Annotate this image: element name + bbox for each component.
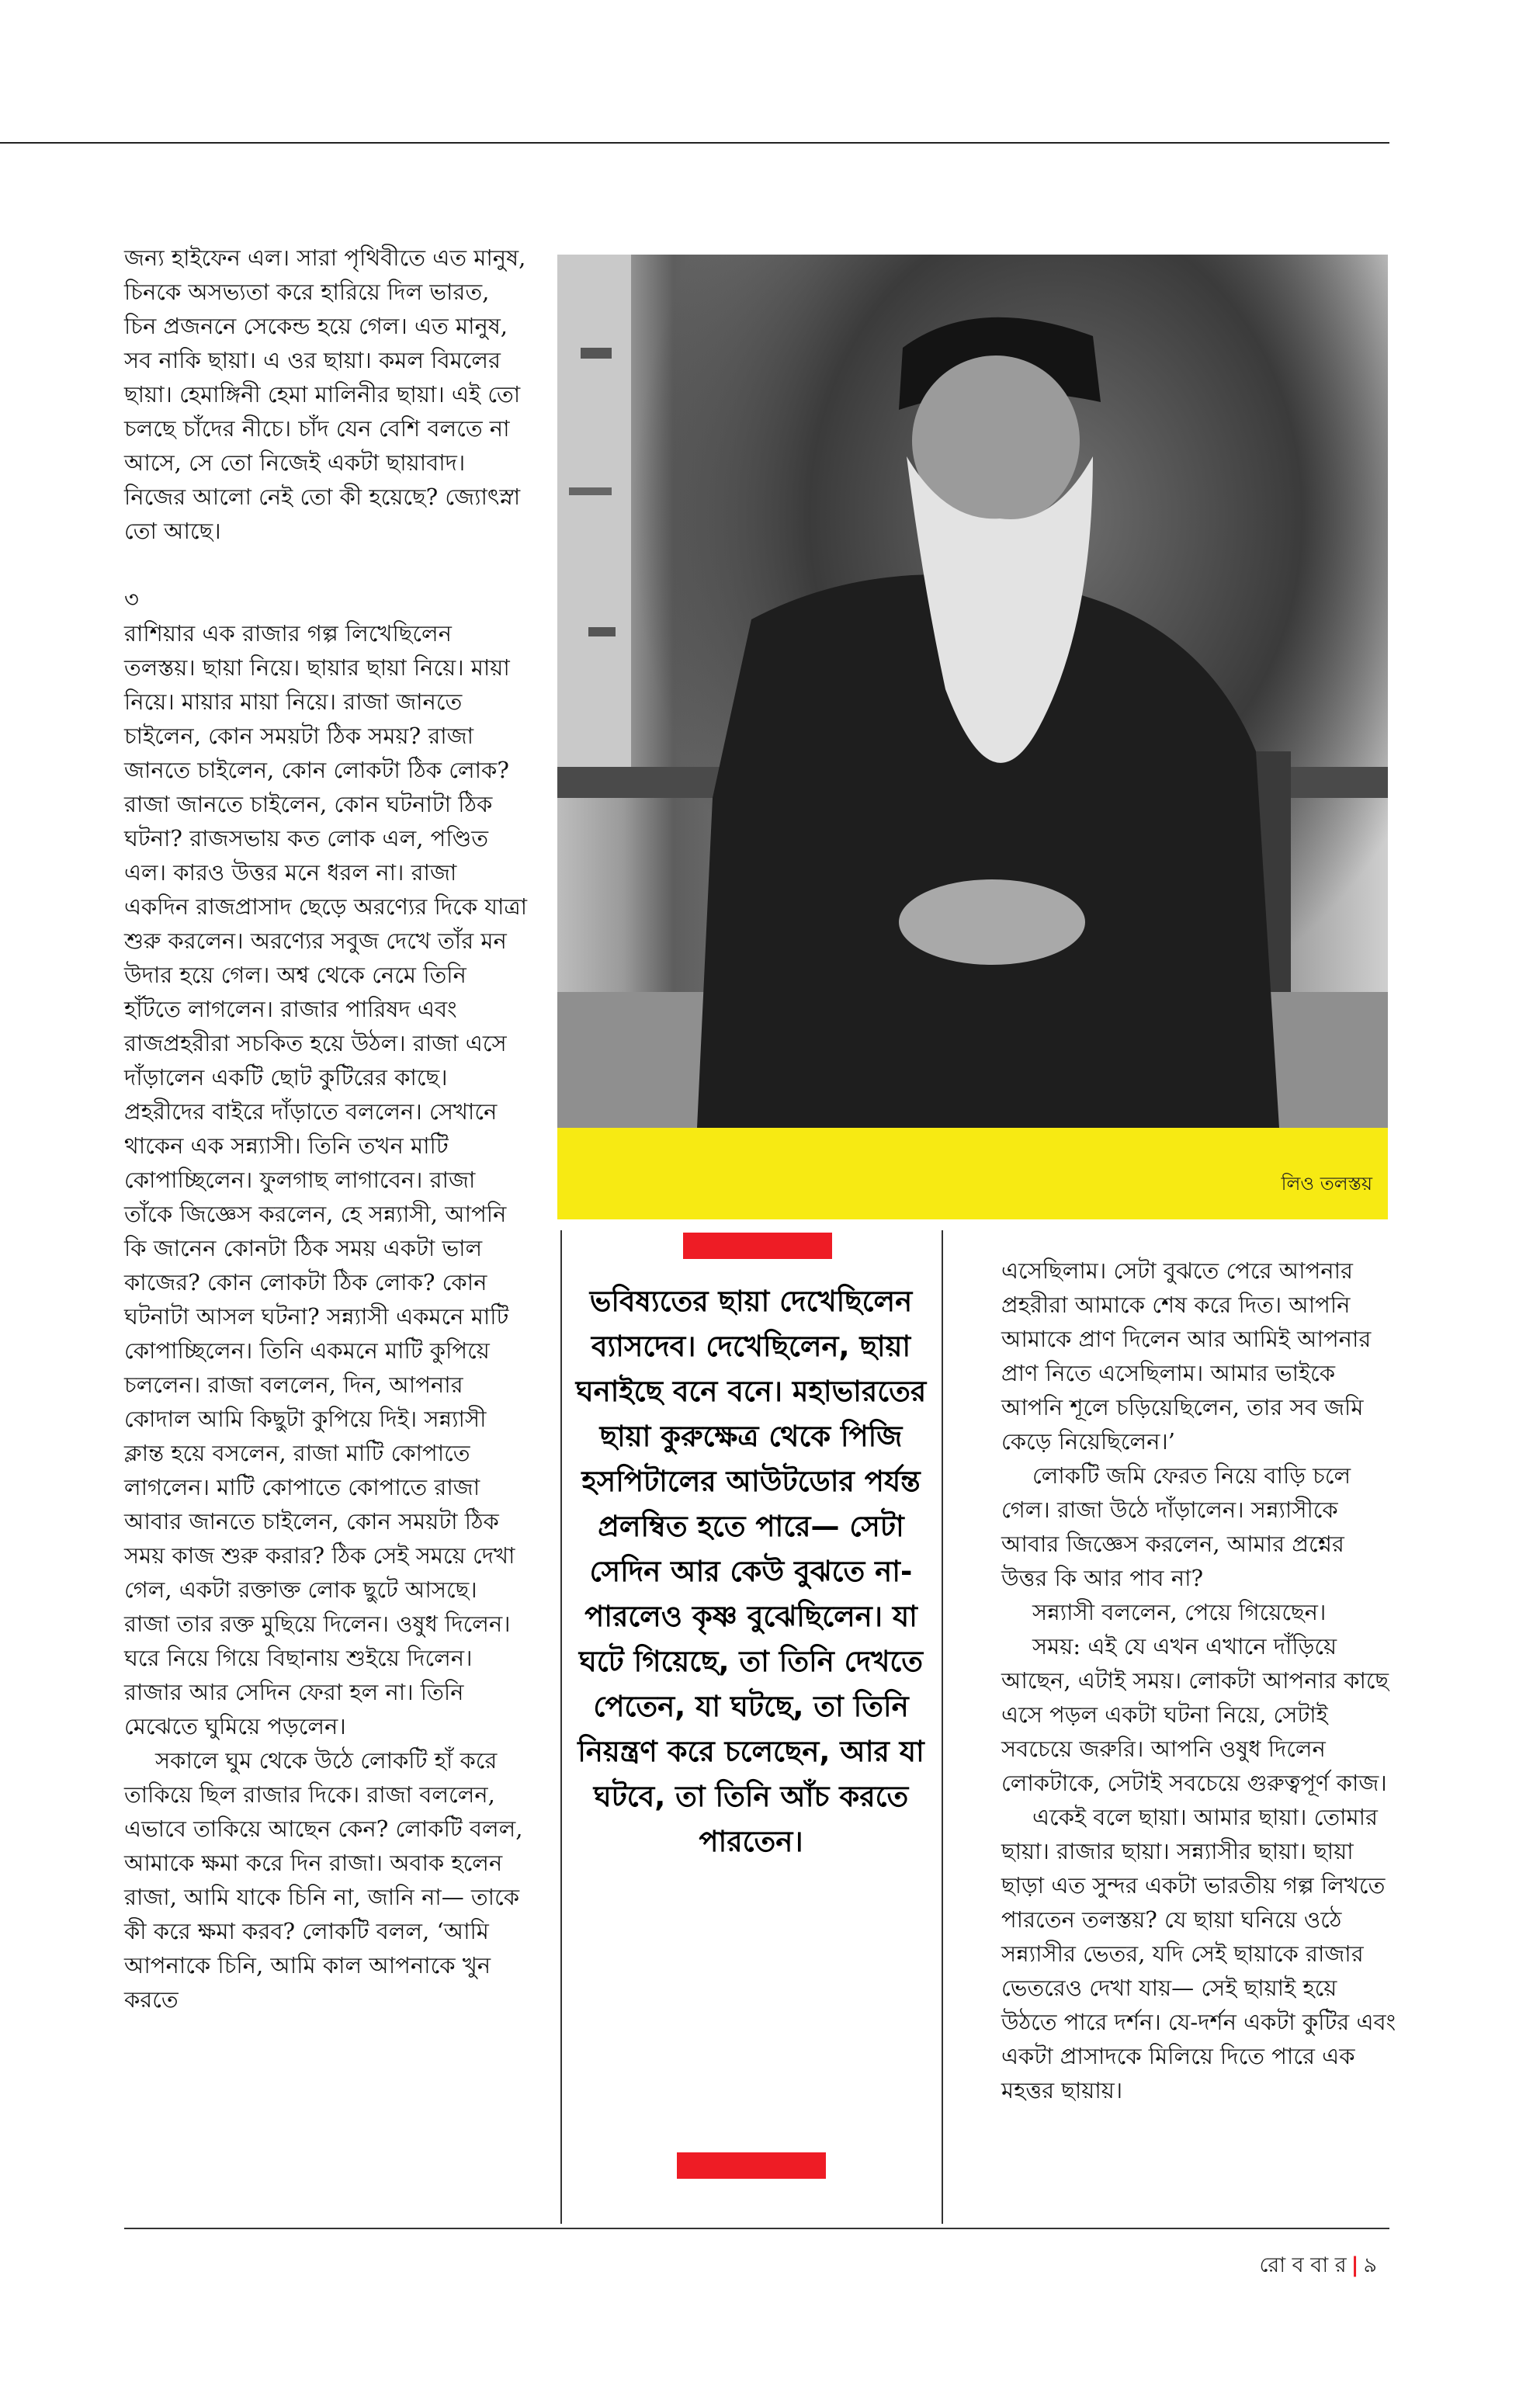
magazine-name: রো ব বা র: [1259, 2253, 1347, 2277]
pullquote-top-bar: [683, 1233, 832, 1259]
section-number: ৩: [124, 586, 139, 612]
column-divider-right: [942, 1230, 943, 2224]
tolstoy-portrait-photo: [557, 255, 1388, 1128]
birch-trunk: [557, 255, 631, 798]
pull-quote: ভবিষ্যতের ছায়া দেখেছিলেন ব্যাসদেব। দেখেছিলেন, ছায়া ঘনাইছে বনে বনে। মহাভারতের ছায়া কুরুক্ষেত্র থেকে পিজি হসপিটালের আউটডোর পর্যন্ত প্রলম্বিত হতে পারে— সেটা সেদিন আর কেউ বুঝতে না-পারলেও কৃষ্ণ বুঝেছিলেন। যা ঘটে গিয়েছে, তা তিনি দেখতে পেতেন, যা ঘটছে, তা তিনি নিয়ন্ত্রণ করে চলেছেন, আর যা ঘটবে, তা তিনি আঁচ করতে পারতেন।: [575, 1285, 927, 1858]
clasped-hands: [899, 879, 1085, 965]
folio-separator: |: [1351, 2253, 1359, 2277]
right-paragraph-4: সময়: এই যে এখন এখানে দাঁড়িয়ে আছেন, এটাই সময়। লোকটা আপনার কাছে এসে পড়ল একটা ঘটনা নিয়ে, সেটাই সবচেয়ে জরুরি। আপনি ওষুধ দিলেন লোকটাকে, সেটাই সবচেয়ে গুরুত্বপূর্ণ কাজ।: [1001, 1633, 1389, 1796]
portrait-illustration: [557, 255, 1388, 1128]
photo-caption: লিও তলস্তয়: [1281, 1173, 1372, 1195]
column-divider-left: [560, 1230, 562, 2224]
left-paragraph-2: রাশিয়ার এক রাজার গল্প লিখেছিলেন তলস্তয়। ছায়া নিয়ে। ছায়ার ছায়া নিয়ে। মায়া নিয়ে। মায়ার মায়া নিয়ে। রাজা জানতে চাইলেন, কোন সময়টা ঠিক সময়? রাজা জানতে চাইলেন, কোন লোকটা ঠিক লোক? রাজা জানতে চাইলেন, কোন ঘটনাটা ঠিক ঘটনা? রাজসভায় কত লোক এল, পণ্ডিত এল। কারও উত্তর মনে ধরল না। রাজা একদিন রাজপ্রাসাদ ছেড়ে অরণ্যের দিকে যাত্রা শুরু করলেন। অরণ্যের সবুজ দেখে তাঁর মন উদার হয়ে গেল। অশ্ব থেকে নেমে তিনি হাঁটতে লাগলেন। রাজার পারিষদ এবং রাজপ্রহরীরা সচকিত হয়ে উঠল। রাজা এসে দাঁড়ালেন একটি ছোট কুটিরের কাছে। প্রহরীদের বাইরে দাঁড়াতে বললেন। সেখানে থাকেন এক সন্ন্যাসী। তিনি তখন মাটি কোপাচ্ছিলেন। ফুলগাছ লাগাবেন। রাজা তাঁকে জিজ্ঞেস করলেন, হে সন্ন্যাসী, আপনি কি জানেন কোনটা ঠিক সময় একটা ভাল কাজের? কোন লোকটা ঠিক লোক? কোন ঘটনাটা আসল ঘটনা? সন্ন্যাসী একমনে মাটি কোপাচ্ছিলেন। তিনি একমনে মাটি কুপিয়ে চললেন। রাজা বললেন, দিন, আপনার কোদাল আমি কিছুটা কুপিয়ে দিই। সন্ন্যাসী ক্লান্ত হয়ে বসলেন, রাজা মাটি কোপাতে লাগলেন। মাটি কোপাতে কোপাতে রাজা আবার জানতে চাইলেন, কোন সময়টা ঠিক সময় কাজ শুরু করার? ঠিক সেই সময়ে দেখা গেল, একটা রক্তাক্ত লোক ছুটে আসছে। রাজা তার রক্ত মুছিয়ে দিলেন। ওষুধ দিলেন। ঘরে নিয়ে গিয়ে বিছানায় শুইয়ে দিলেন। রাজার আর সেদিন ফেরা হল না। তিনি মেঝেতে ঘুমিয়ে পড়লেন।: [124, 620, 528, 1739]
left-paragraph-1: জন্য হাইফেন এল। সারা পৃথিবীতে এত মানুষ, চিনকে অসভ্যতা করে হারিয়ে দিল ভারত, চিন প্রজননে সেকেন্ড হয়ে গেল। এত মানুষ, সব নাকি ছায়া। এ ওর ছায়া। কমল বিমলের ছায়া। হেমাঙ্গিনী হেমা মালিনীর ছায়া। এই তো চলছে চাঁদের নীচে। চাঁদ যেন বেশি বলতে না আসে, সে তো নিজেই একটা ছায়াবাদ। নিজের আলো নেই তো কী হয়েছে? জ্যোৎস্না তো আছে।: [124, 245, 526, 544]
left-paragraph-3: সকালে ঘুম থেকে উঠে লোকটি হাঁ করে তাকিয়ে ছিল রাজার দিকে। রাজা বললেন, এভাবে তাকিয়ে আছেন কেন? লোকটি বলল, আমাকে ক্ষমা করে দিন রাজা। অবাক হলেন রাজা, আমি যাকে চিনি না, জানি না— তাকে কী করে ক্ষমা করব? লোকটি বলল, ‘আমি আপনাকে চিনি, আমি কাল আপনাকে খুন করতে: [124, 1747, 523, 2013]
right-column: [1001, 1254, 1397, 2107]
caption-bar: [557, 1128, 1388, 1219]
page-number: ৯: [1363, 2253, 1377, 2277]
page-folio: [1259, 2249, 1377, 2284]
right-paragraph-3: সন্ন্যাসী বললেন, পেয়ে গিয়েছেন।: [1032, 1599, 1327, 1625]
right-paragraph-1: এসেছিলাম। সেটা বুঝতে পেরে আপনার প্রহরীরা আমাকে শেষ করে দিত। আপনি আমাকে প্রাণ দিলেন আর আমিই আপনার প্রাণ নিতে এসেছিলাম। আমার ভাইকে আপনি শূলে চড়িয়েছিলেন, তার সব জমি কেড়ে নিয়েছিলেন।’: [1001, 1257, 1372, 1455]
pullquote-bottom-bar: [677, 2152, 826, 2179]
bottom-rule: [124, 2228, 1389, 2229]
top-rule: [0, 142, 1389, 144]
right-paragraph-2: লোকটি জমি ফেরত নিয়ে বাড়ি চলে গেল। রাজা উঠে দাঁড়ালেন। সন্ন্যাসীকে আবার জিজ্ঞেস করলেন, আমার প্রশ্নের উত্তর কি আর পাব না?: [1001, 1462, 1351, 1591]
left-column: [124, 241, 528, 2017]
right-paragraph-5: একেই বলে ছায়া। আমার ছায়া। তোমার ছায়া। রাজার ছায়া। সন্ন্যাসীর ছায়া। ছায়া ছাড়া এত সুন্দর একটা ভারতীয় গল্প লিখতে পারতেন তলস্তয়? যে ছায়া ঘনিয়ে ওঠে সন্ন্যাসীর ভেতর, যদি সেই ছায়াকে রাজার ভেতরেও দেখা যায়— সেই ছায়াই হয়ে উঠতে পারে দর্শন। যে-দর্শন একটা কুটির এবং একটা প্রাসাদকে মিলিয়ে দিতে পারে এক মহত্তর ছায়ায়।: [1001, 1804, 1396, 2103]
